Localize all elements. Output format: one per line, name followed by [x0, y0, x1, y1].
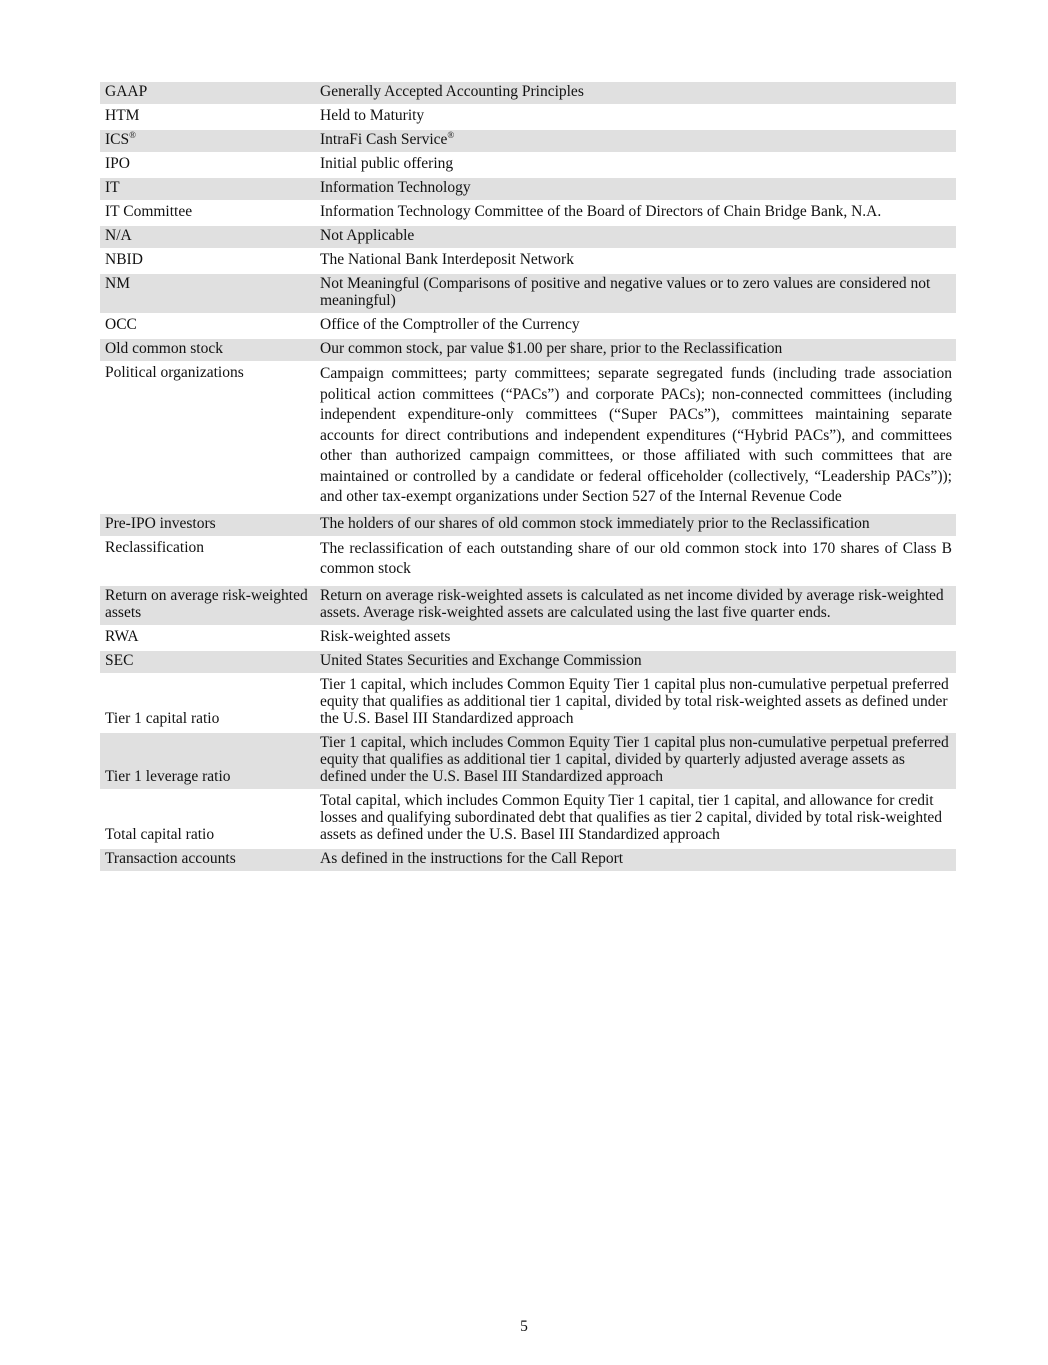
glossary-term: NM [100, 273, 315, 314]
glossary-row-ipo [100, 153, 956, 177]
glossary-term: Political organizations [100, 362, 315, 513]
glossary-term: N/A [100, 225, 315, 249]
glossary-row-htm [100, 105, 956, 129]
glossary-term: Transaction accounts [100, 848, 315, 872]
glossary-term: RWA [100, 626, 315, 650]
glossary-definition: Generally Accepted Accounting Principles [315, 82, 956, 105]
glossary-row-tier1-leverage-ratio [100, 732, 956, 790]
glossary-definition: Initial public offering [315, 153, 956, 177]
glossary-definition: Return on average risk-weighted assets is calculated as net income divided by average risk-weighted assets. Average risk-weighted assets are calculated using the last five quarter ends. [315, 585, 956, 626]
glossary-term: Pre-IPO investors [100, 513, 315, 537]
glossary-row-old-common-stock [100, 338, 956, 362]
glossary-table [100, 82, 956, 873]
glossary-definition: Total capital, which includes Common Equity Tier 1 capital, tier 1 capital, and allowance for credit losses and qualifying subordinated debt that qualifies as tier 2 capital, divided by total risk-weighted assets as defined under the U.S. Basel III Standardized approach [315, 790, 956, 848]
glossary-definition: Our common stock, par value $1.00 per share, prior to the Reclassification [315, 338, 956, 362]
glossary-row-tier1-capital-ratio [100, 674, 956, 732]
glossary-term: GAAP [100, 82, 315, 105]
glossary-term: Return on average risk-weighted assets [100, 585, 315, 626]
glossary-definition: The reclassification of each outstanding share of our old common stock into 170 shares of Class B common stock [315, 537, 956, 585]
glossary-term: IPO [100, 153, 315, 177]
glossary-term: Tier 1 capital ratio [100, 674, 315, 732]
glossary-term: ICS [105, 131, 130, 148]
glossary-definition: Not Applicable [315, 225, 956, 249]
glossary-row-it [100, 177, 956, 201]
glossary-term: SEC [100, 650, 315, 674]
glossary-row-na [100, 225, 956, 249]
glossary-term: Old common stock [100, 338, 315, 362]
glossary-row-transaction-accounts [100, 848, 956, 872]
glossary-definition: IntraFi Cash Service [320, 131, 448, 148]
glossary-definition: As defined in the instructions for the Call Report [315, 848, 956, 872]
glossary-definition: The holders of our shares of old common stock immediately prior to the Reclassification [315, 513, 956, 537]
glossary-row-nbid [100, 249, 956, 273]
glossary-row-pre-ipo-investors [100, 513, 956, 537]
glossary-definition: Not Meaningful (Comparisons of positive and negative values or to zero values are considered not meaningful) [315, 273, 956, 314]
glossary-row-return-on-average-rwa [100, 585, 956, 626]
glossary-term: OCC [100, 314, 315, 338]
glossary-term: NBID [100, 249, 315, 273]
glossary-row-it-committee [100, 201, 956, 225]
glossary-definition: Information Technology Committee of the Board of Directors of Chain Bridge Bank, N.A. [315, 201, 956, 225]
glossary-row-nm [100, 273, 956, 314]
glossary-term: IT Committee [100, 201, 315, 225]
glossary-row-ics [100, 129, 956, 153]
glossary-term: HTM [100, 105, 315, 129]
glossary-row-gaap [100, 82, 956, 105]
glossary-term: Tier 1 leverage ratio [100, 732, 315, 790]
glossary-definition-cell [315, 129, 956, 153]
glossary-row-rwa [100, 626, 956, 650]
glossary-definition: Risk-weighted assets [315, 626, 956, 650]
glossary-definition: Campaign committees; party committees; separate segregated funds (including trade association political action committees (“PACs”) and corporate PACs); non-connected committees (including independent expenditure-only committees (“Super PACs”), committees maintaining separate accounts for direct contributions and independent expenditures (“Hybrid PACs”), and committees other than authorized campaign committees, or those affiliated with such committees that are maintained or controlled by a candidate or federal officeholder (collectively, “Leadership PACs”)); and other tax-exempt organizations under Section 527 of the Internal Revenue Code [315, 362, 956, 513]
glossary-row-sec [100, 650, 956, 674]
glossary-row-total-capital-ratio [100, 790, 956, 848]
glossary-term: Reclassification [100, 537, 315, 585]
glossary-definition: Held to Maturity [315, 105, 956, 129]
glossary-term: Total capital ratio [100, 790, 315, 848]
glossary-row-occ [100, 314, 956, 338]
glossary-definition: Office of the Comptroller of the Currency [315, 314, 956, 338]
registered-mark: ® [129, 129, 136, 140]
glossary-row-political-organizations [100, 362, 956, 513]
glossary-term-cell [100, 129, 315, 153]
glossary-definition: Tier 1 capital, which includes Common Equity Tier 1 capital plus non-cumulative perpetual preferred equity that qualifies as additional tier 1 capital, divided by quarterly adjusted average assets as defined under the U.S. Basel III Standardized approach [315, 732, 956, 790]
glossary-definition: Information Technology [315, 177, 956, 201]
glossary-definition: Tier 1 capital, which includes Common Equity Tier 1 capital plus non-cumulative perpetual preferred equity that qualifies as additional tier 1 capital, divided by total risk-weighted assets as defined under the U.S. Basel III Standardized approach [315, 674, 956, 732]
glossary-definition: The National Bank Interdeposit Network [315, 249, 956, 273]
registered-mark: ® [447, 129, 455, 140]
glossary-row-reclassification [100, 537, 956, 585]
glossary-term: IT [100, 177, 315, 201]
page-number: 5 [520, 1318, 528, 1335]
glossary-definition: United States Securities and Exchange Commission [315, 650, 956, 674]
